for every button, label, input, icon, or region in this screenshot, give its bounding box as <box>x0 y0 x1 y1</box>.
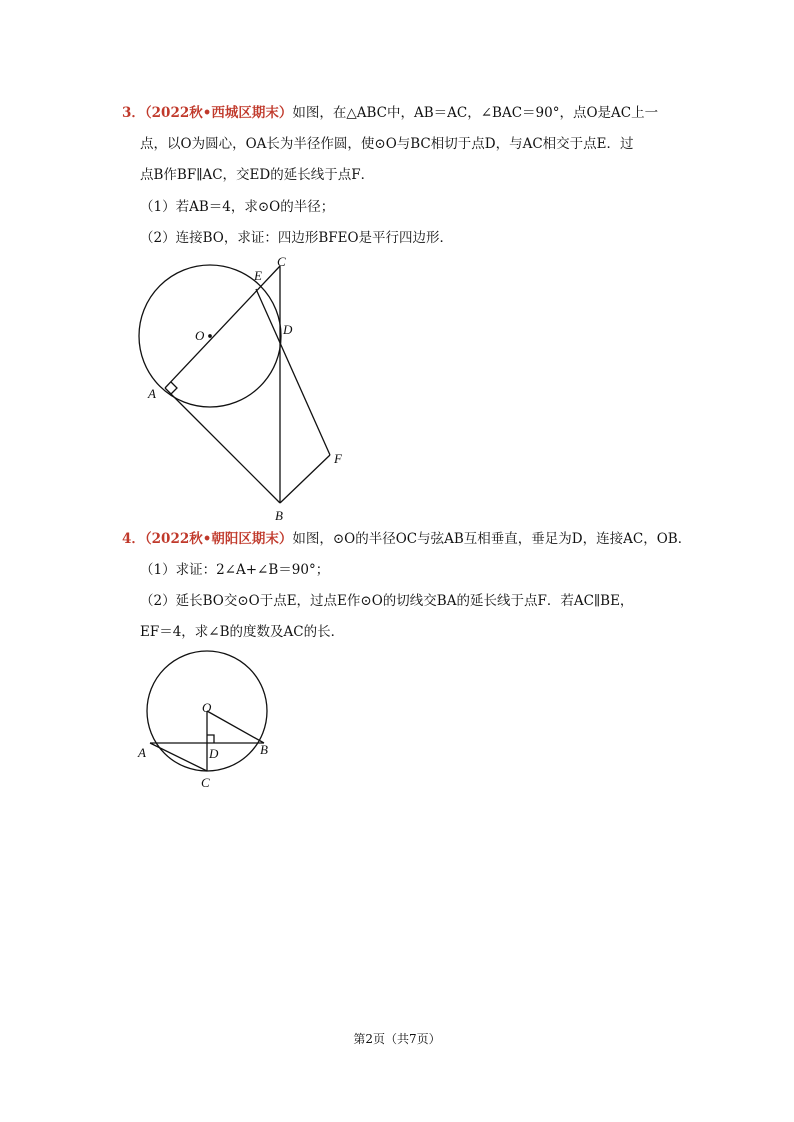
q3-geometry-figure <box>130 248 360 523</box>
q3-text-line3: 点B作BF∥AC，交ED的延长线于点F． <box>140 167 375 183</box>
q3-label-a: A <box>148 386 156 401</box>
q3-label-f: F <box>334 451 342 466</box>
q3-text-line2: 点，以O为圆心，OA长为半径作圆，使⊙O与BC相切于点D，与AC相交于点E．过 <box>140 136 634 152</box>
q4-geometry-figure <box>130 650 290 795</box>
q3-label-b: B <box>275 508 283 523</box>
q4-part2-text-line2: EF＝4，求∠B的度数及AC的长． <box>140 624 345 640</box>
q3-label-d: D <box>283 322 293 337</box>
q4-source: （2022秋•朝阳区期末） <box>144 531 293 547</box>
q3-text-line1: 如图，在△ABC中，AB＝AC，∠BAC＝90°，点O是AC上一 <box>292 105 659 121</box>
q4-text-line1: 如图，⊙O的半径OC与弦AB互相垂直，垂足为D，连接AC，OB． <box>292 531 692 547</box>
q4-segment-ob <box>207 711 264 743</box>
q3-label-c: C <box>277 254 286 269</box>
q4-label-o: O <box>202 700 212 715</box>
q3-label-o: O <box>195 328 205 343</box>
q4-part1-text: （1）求证：2∠A+∠B＝90°； <box>140 562 330 578</box>
q3-center-dot <box>209 335 211 337</box>
q4-right-angle-mark <box>207 735 214 743</box>
q3-right-angle-mark <box>171 382 177 394</box>
q3-segment-bf <box>280 455 330 503</box>
q4-label-b: B <box>260 742 268 757</box>
q4-part2-text-line1: （2）延长BO交⊙O于点E，过点E作⊙O的切线交BA的延长线于点F．若AC∥BE， <box>140 593 634 609</box>
q3-part2-text: （2）连接BO，求证：四边形BFEO是平行四边形． <box>140 230 454 246</box>
q3-number: 3． <box>122 105 145 121</box>
q4-label-d: D <box>209 746 219 761</box>
q3-part1-text: （1）若AB＝4，求⊙O的半径； <box>140 199 335 215</box>
q3-segment-ef <box>256 289 330 455</box>
page-footer: 第2页（共7页） <box>353 1032 441 1046</box>
q4-number: 4． <box>122 531 145 547</box>
q3-label-e: E <box>254 268 262 283</box>
q4-label-c: C <box>201 775 210 790</box>
q3-segment-ac <box>165 266 280 388</box>
q3-source: （2022秋•西城区期末） <box>144 105 293 121</box>
q4-segment-ac <box>150 743 207 771</box>
q4-label-a: A <box>138 745 146 760</box>
